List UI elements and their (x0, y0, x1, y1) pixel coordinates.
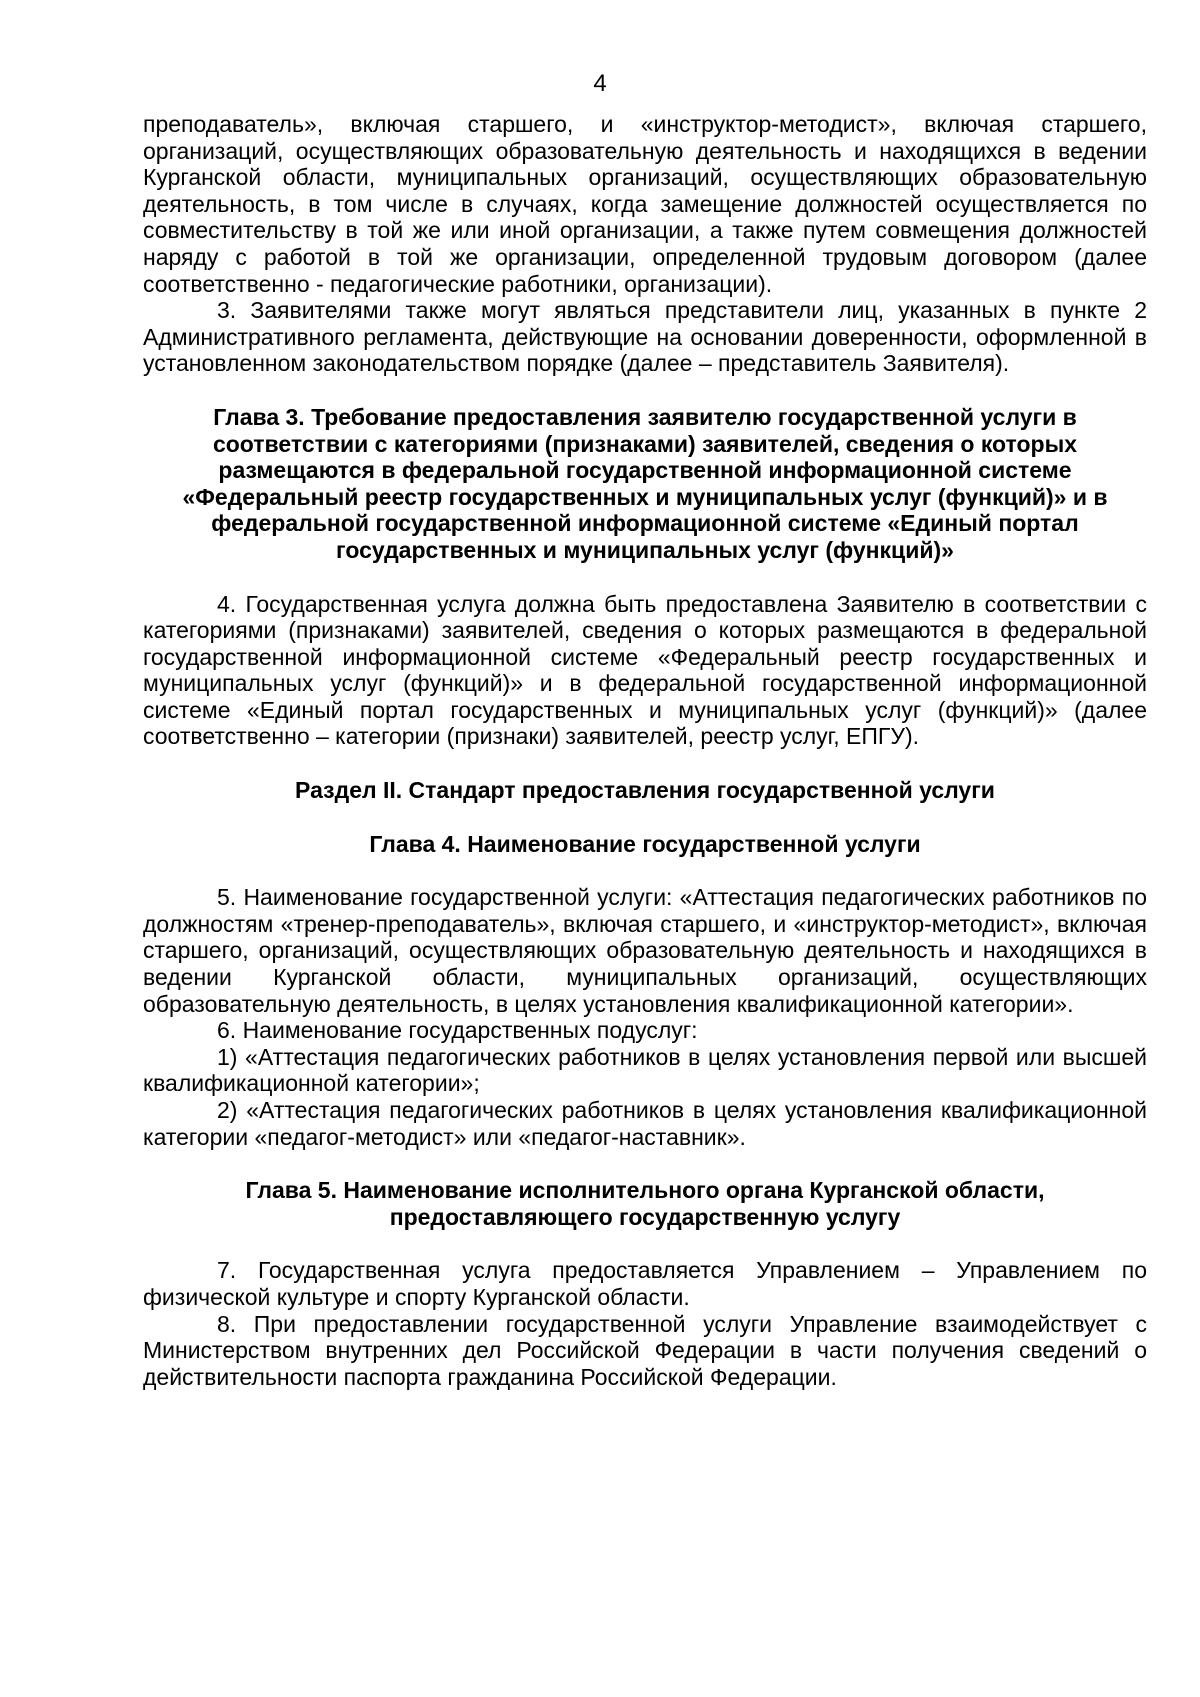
spacer (143, 1150, 1147, 1177)
spacer (143, 750, 1147, 777)
chapter-5-heading: Глава 5. Наименование исполнительного органа Курганской области, предоставляющего государственную услугу (245, 1177, 1045, 1230)
paragraph-3: 3. Заявителями также могут являться представители лиц, указанных в пункте 2 Административного регламента, действующие на основании доверенности, оформленной в установленном законодательством порядке (далее – представитель Заявителя). (143, 297, 1147, 377)
spacer (143, 804, 1147, 831)
paragraph-6-item-1: 1) «Аттестация педагогических работников в целях установления первой или высшей квалификационной категории»; (143, 1043, 1147, 1097)
paragraph-7: 7. Государственная услуга предоставляется Управлением – Управлением по физической культуре и спорту Курганской области. (143, 1257, 1147, 1310)
paragraph-6: 6. Наименование государственных подуслуг: (217, 1017, 698, 1044)
paragraph-5: 5. Наименование государственной услуги: «Аттестация педагогических работников по должностям «тренер-преподаватель», включая старшего, и «инструктор-методист», включая старшего, организаций, осуществляющих образовательную деятельность и находящихся в ведении Курганской области, муниципальных организаций, осуществляющих образовательную деятельность, в целях установления квалификационной категории». (143, 884, 1147, 1017)
spacer (143, 1230, 1147, 1257)
spacer (143, 564, 1147, 591)
paragraph-8: 8. При предоставлении государственной услуги Управление взаимодействует с Министерством внутренних дел Российской Федерации в части получения сведений о действительности паспорта гражданина Российской Федерации. (143, 1310, 1147, 1390)
paragraph-continuation: преподаватель», включая старшего, и «инструктор-методист», включая старшего, организаций, осуществляющих образовательную деятельность и находящихся в ведении Курганской области, муниципальных организаций, осуществляющих образовательную деятельность, в том числе в случаях, когда замещение должностей осуществляется по совместительству в той же или иной организации, а также путем совмещения должностей наряду с работой в той же организации, определенной трудовым договором (далее соответственно - педагогические работники, организации). (143, 111, 1147, 297)
chapter-3-heading: Глава 3. Требование предоставления заявителю государственной услуги в соответствии с категориями (признаками) заявителей, сведения о которых размещаются в федеральной государственной информационной системе «Федеральный реестр государственных и муниципальных услуг (функций)» и в федеральной государственной информационной системе «Единый портал государственных и муниципальных услуг (функций)» (182, 403, 1108, 563)
paragraph-6-item-2: 2) «Аттестация педагогических работников в целях установления квалификационной категории «педагог-методист» или «педагог-наставник». (143, 1097, 1147, 1150)
spacer (143, 857, 1147, 884)
spacer (143, 377, 1147, 404)
document-body (143, 111, 1147, 1390)
section-2-heading: Раздел II. Стандарт предоставления государственной услуги (295, 777, 995, 804)
paragraph-4: 4. Государственная услуга должна быть предоставлена Заявителю в соответствии с категориями (признаками) заявителей, сведения о которых размещаются в федеральной государственной информационной системе «Федеральный реестр государственных и муниципальных услуг (функций)» и в федеральной государственной информационной системе «Единый портал государственных и муниципальных услуг (функций)» (далее соответственно – категории (признаки) заявителей, реестр услуг, ЕПГУ). (143, 590, 1147, 750)
page-number: 4 (593, 70, 607, 97)
chapter-4-heading: Глава 4. Наименование государственной услуги (369, 830, 921, 857)
